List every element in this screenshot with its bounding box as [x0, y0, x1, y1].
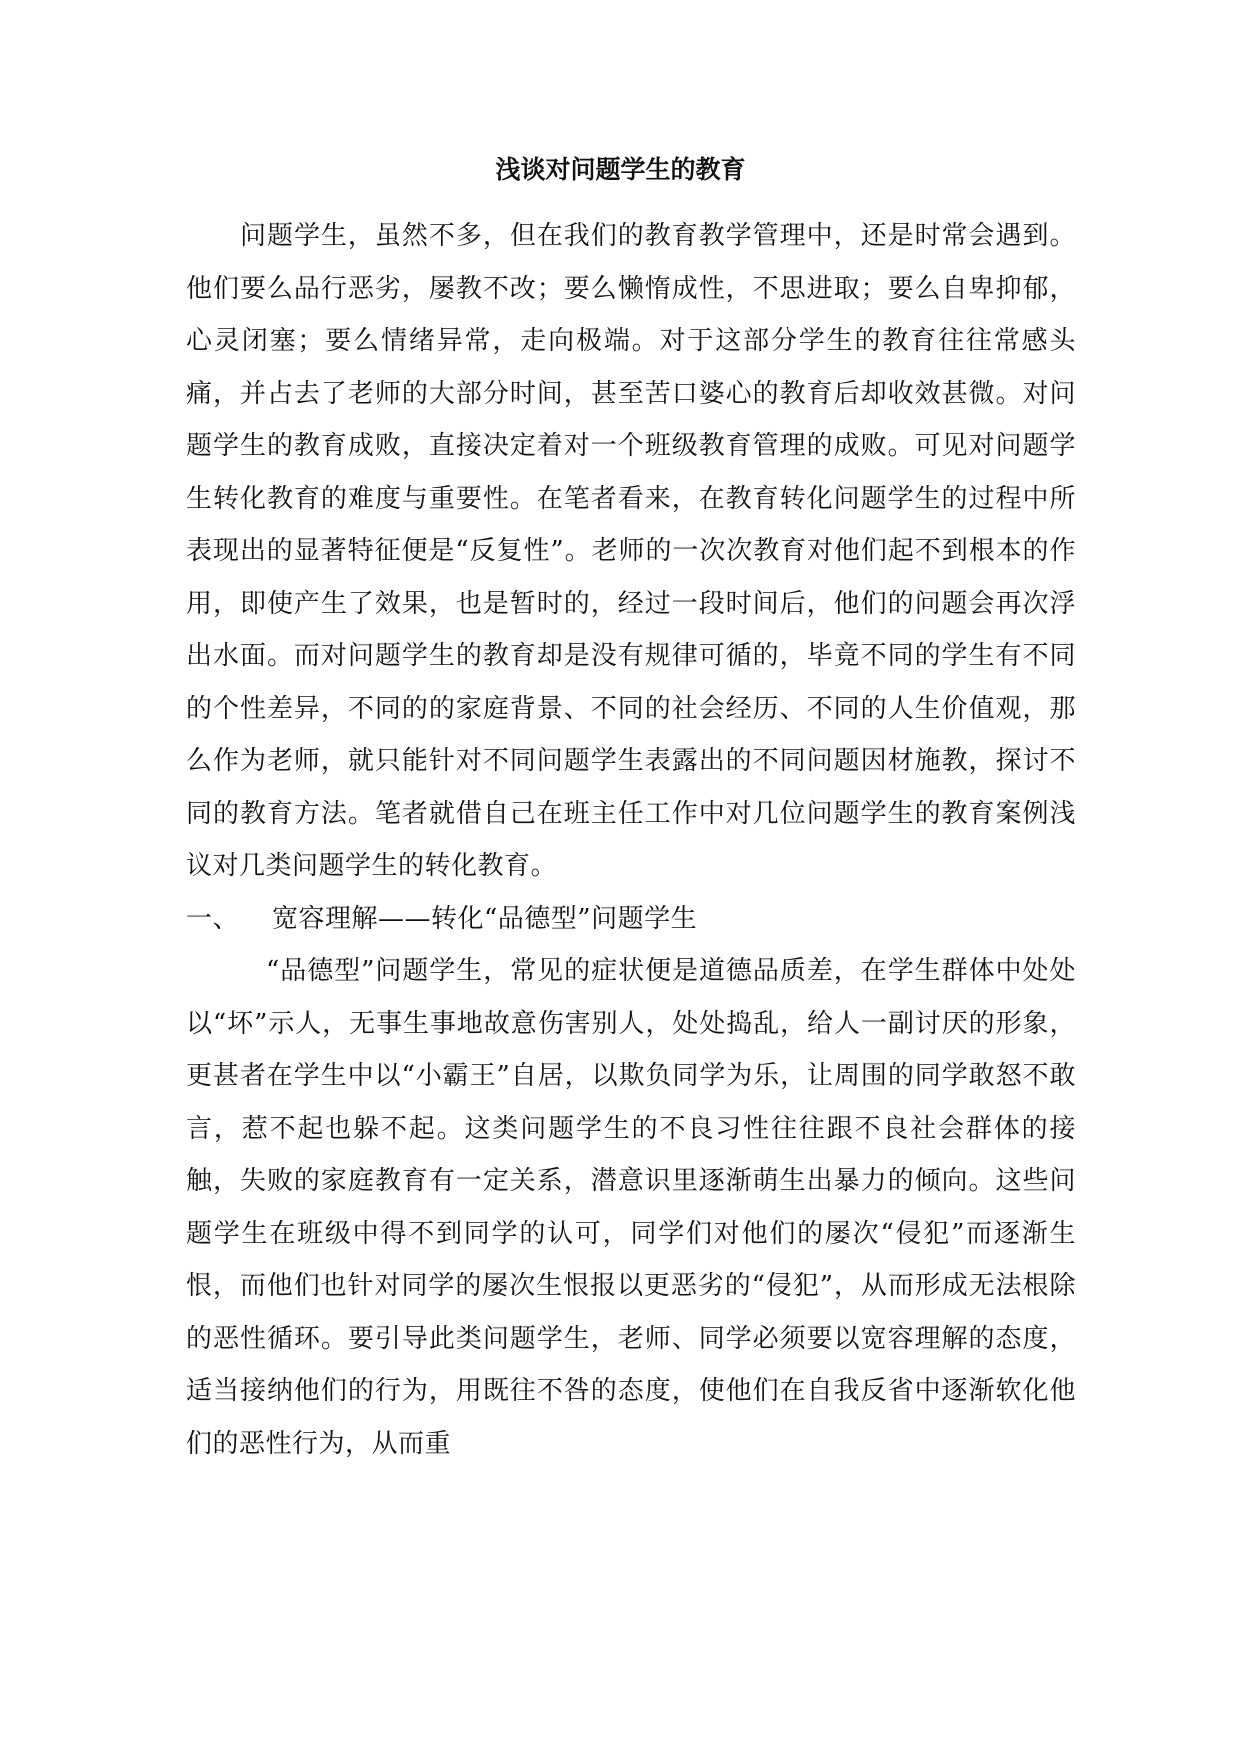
section-heading: [186, 893, 1076, 946]
section-number: 一、: [186, 903, 240, 934]
section-heading-text: 宽容理解——转化“品德型”问题学生: [272, 903, 698, 934]
section-paragraph: “品德型”问题学生，常见的症状便是道德品质差，在学生群体中处处以“坏”示人，无事生事地故意伤害别人，处处捣乱，给人一副讨厌的形象，更甚者在学生中以“小霸王”自居，以欺负同学为乐，让周围的同学敢怒不敢言，惹不起也躲不起。这类问题学生的不良习性往往跟不良社会群体的接触，失败的家庭教育有一定关系，潜意识里逐渐萌生出暴力的倾向。这些问题学生在班级中得不到同学的认可，同学们对他们的屡次“侵犯”而逐渐生恨，而他们也针对同学的屡次生恨报以更恶劣的“侵犯”，从而形成无法根除的恶性循环。要引导此类问题学生，老师、同学必须要以宽容理解的态度，适当接纳他们的行为，用既往不咎的态度，使他们在自我反省中逐渐软化他们的恶性行为，从而重: [186, 956, 1076, 1459]
document-body: [186, 210, 1076, 1470]
document-title: 浅谈对问题学生的教育: [495, 155, 746, 184]
intro-paragraph: 问题学生，虽然不多，但在我们的教育教学管理中，还是时常会遇到。他们要么品行恶劣，屡教不改；要么懒惰成性，不思进取；要么自卑抑郁，心灵闭塞；要么情绪异常，走向极端。对于这部分学生的教育往往常感头痛，并占去了老师的大部分时间，甚至苦口婆心的教育后却收效甚微。对问题学生的教育成败，直接决定着对一个班级教育管理的成败。可见对问题学生转化教育的难度与重要性。在笔者看来，在教育转化问题学生的过程中所表现出的显著特征便是“反复性”。老师的一次次教育对他们起不到根本的作用，即使产生了效果，也是暂时的，经过一段时间后，他们的问题会再次浮出水面。而对问题学生的教育却是没有规律可循的，毕竟不同的学生有不同的个性差异，不同的的家庭背景、不同的社会经历、不同的人生价值观，那么作为老师，就只能针对不同问题学生表露出的不同问题因材施教，探讨不同的教育方法。笔者就借自己在班主任工作中对几位问题学生的教育案例浅议对几类问题学生的转化教育。: [186, 221, 1076, 881]
